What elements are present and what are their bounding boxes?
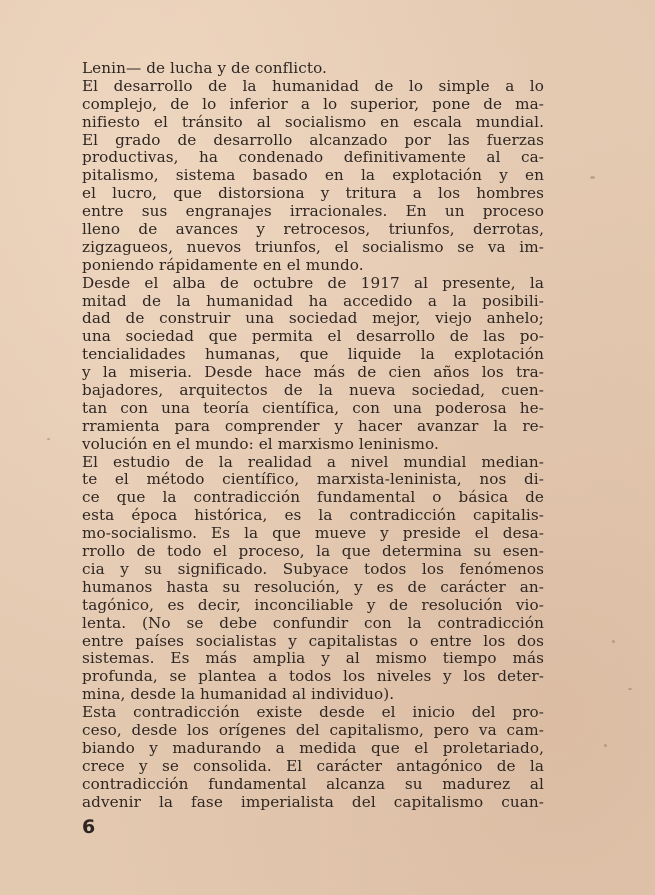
text-line: zigzagueos, nuevos triunfos, el socialismo se va im-	[82, 237, 544, 256]
text-line: profunda, se plantea a todos los niveles y los deter-	[82, 667, 544, 686]
text-line: y la miseria. Desde hace más de cien años los tra-	[82, 363, 544, 382]
text-line: pitalismo, sistema basado en la explotación y en	[82, 166, 544, 185]
text-line: biando y madurando a medida que el proletariado,	[82, 738, 544, 757]
text-line: lleno de avances y retrocesos, triunfos, derrotas,	[82, 220, 544, 239]
text-line: rramienta para comprender y hacer avanzar la re-	[82, 416, 544, 435]
text-line: complejo, de lo inferior a lo superior, pone de ma-	[82, 94, 544, 113]
text-line: ce que la contradicción fundamental o básica de	[82, 488, 544, 507]
text-line: humanos hasta su resolución, y es de carácter an-	[82, 577, 544, 596]
text-line: lenta. (No se debe confundir con la contradicción	[82, 613, 544, 632]
text-line: Esta contradicción existe desde el inicio del pro-	[82, 703, 544, 722]
text-line: El grado de desarrollo alcanzado por las fuerzas	[82, 130, 544, 149]
paper-speck	[47, 438, 50, 440]
paper-speck	[612, 640, 615, 643]
text-line: mitad de la humanidad ha accedido a la posibili-	[82, 291, 544, 310]
text-line: tagónico, es decir, inconciliable y de resolución vio-	[82, 595, 544, 614]
text-line: poniendo rápidamente en el mundo.	[82, 255, 364, 274]
text-line: mo-socialismo. Es la que mueve y preside el desa-	[82, 524, 544, 543]
text-line: Desde el alba de octubre de 1917 al presente, la	[82, 273, 544, 292]
paper-speck	[628, 688, 632, 690]
text-line: productivas, ha condenado definitivamente al ca-	[82, 148, 544, 167]
text-line: una sociedad que permita el desarrollo de las po-	[82, 327, 544, 346]
text-line: nifiesto el tránsito al socialismo en escala mundial.	[82, 112, 544, 131]
text-line: bajadores, arquitectos de la nueva sociedad, cuen-	[82, 381, 544, 400]
text-line: advenir la fase imperialista del capitalismo cuan-	[82, 792, 544, 811]
text-line: mina, desde la humanidad al individuo).	[82, 685, 395, 704]
text-line: tan con una teoría científica, con una poderosa he-	[82, 398, 544, 417]
text-line: entre sus engranajes irracionales. En un proceso	[82, 202, 544, 221]
text-line: dad de construir una sociedad mejor, viejo anhelo;	[82, 309, 544, 328]
text-line: El desarrollo de la humanidad de lo simple a lo	[82, 76, 544, 95]
body-text	[82, 60, 544, 811]
text-line: cia y su significado. Subyace todos los fenómenos	[82, 559, 544, 578]
text-line: Lenin— de lucha y de conflicto.	[82, 59, 327, 77]
text-line: el lucro, que distorsiona y tritura a los hombres	[82, 184, 544, 203]
page-number: 6	[82, 816, 96, 838]
text-line: esta época histórica, es la contradicción capitalis-	[82, 506, 544, 525]
text-line: volución en el mundo: el marxismo leninismo.	[82, 434, 439, 453]
text-line: te el método científico, marxista-leninista, nos di-	[82, 470, 544, 489]
text-line: El estudio de la realidad a nivel mundial median-	[82, 452, 544, 471]
text-line: entre países socialistas y capitalistas o entre los dos	[82, 631, 544, 650]
text-line: ceso, desde los orígenes del capitalismo, pero va cam-	[82, 720, 544, 739]
text-line: sistemas. Es más amplia y al mismo tiempo más	[82, 649, 544, 668]
paper-speck	[590, 176, 595, 179]
text-line: tencialidades humanas, que liquide la explotación	[82, 345, 544, 364]
paper-speck	[604, 744, 607, 747]
text-line: crece y se consolida. El carácter antagónico de la	[82, 756, 544, 775]
text-line: rrollo de todo el proceso, la que determina su esen-	[82, 542, 544, 561]
text-line: contradicción fundamental alcanza su madurez al	[82, 774, 544, 793]
